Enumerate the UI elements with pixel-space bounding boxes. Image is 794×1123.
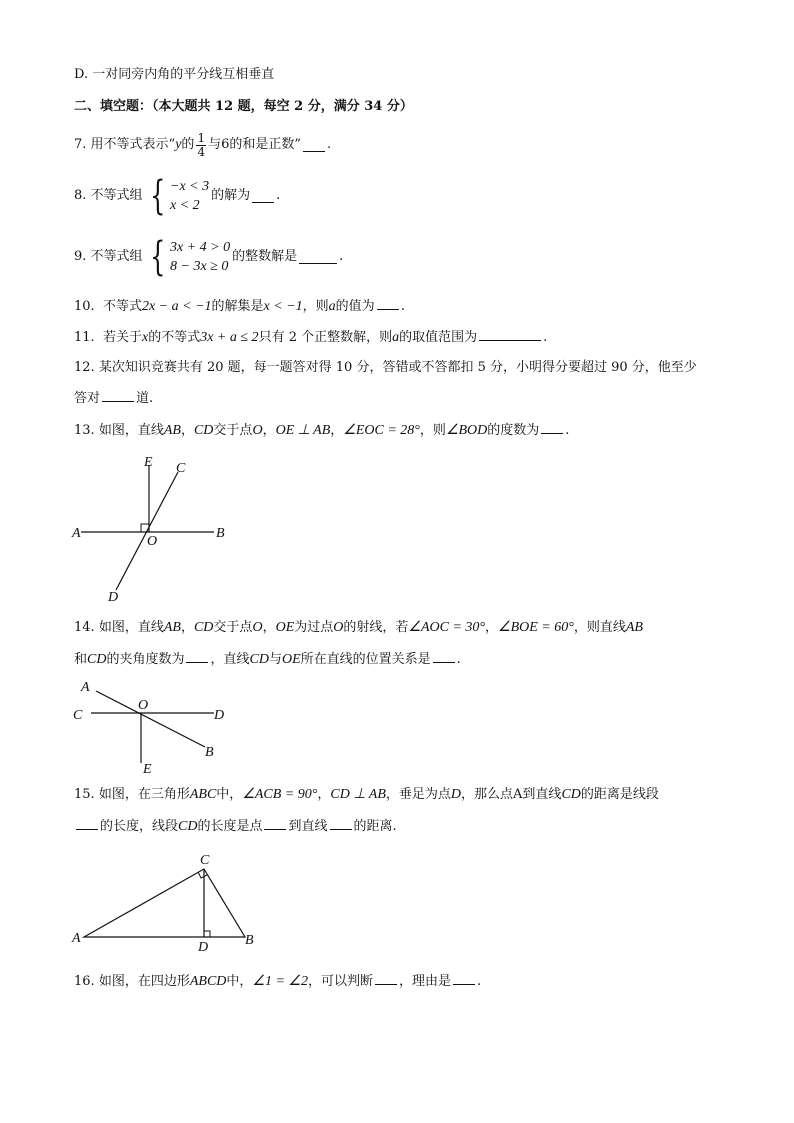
fig14-label-d: D [214, 708, 225, 723]
q15-text: 如图，在三角形 [98, 787, 190, 802]
q14-text-5: 和 [74, 652, 88, 667]
question-10 [74, 297, 405, 316]
q13-perp: OE ⊥ AB [275, 423, 331, 438]
q11-text-mid2: 只有 2 个正整数解，则 [258, 330, 393, 345]
q14-angle-boe: ∠BOE = 60° [498, 620, 574, 635]
q13-line-ab: AB [163, 423, 181, 438]
q8-period: . [276, 188, 281, 203]
q13-text-4: 的度数为 [487, 423, 540, 438]
q12-text: 某次知识竞赛共有 20 题，每一题答对得 10 分，答错或不答都扣 5 分，小明得分要超过 90 分，他至少 [98, 360, 697, 375]
q7-text-mid: 的 [181, 137, 195, 152]
q13-point-o: O [252, 423, 263, 438]
question-12-line-2 [74, 389, 153, 408]
fig14-label-c: C [73, 708, 83, 723]
q10-variable: a [328, 299, 336, 314]
q9-text-post: 的整数解是 [232, 249, 298, 264]
q11-expression: 3x + a ≤ 2 [200, 330, 259, 345]
q9-row-1: 3x + 4 > 0 [170, 240, 231, 255]
option-d: D. 一对同旁内角的平分线互相垂直 [74, 67, 275, 82]
q7-fraction: $\frac{1}{4}$ [197, 130, 206, 159]
q8-system: { −x < 3 x < 2 [149, 173, 210, 219]
q16-period: . [477, 974, 482, 989]
fig15-right-angle-c [198, 872, 207, 878]
q7-answer-blank[interactable] [303, 139, 325, 152]
q11-variable: x [141, 330, 149, 345]
fig14-label-e: E [143, 762, 152, 775]
q12-number: 12. [74, 360, 95, 375]
q14-line-ab: AB [163, 620, 181, 635]
q14-answer-blank-1[interactable] [186, 650, 208, 663]
fig13-right-angle [141, 524, 149, 532]
figure-15 [64, 845, 274, 955]
q11-variable-2: a [392, 330, 400, 345]
q15-answer-blank-1[interactable] [76, 817, 98, 830]
q7-period: . [327, 137, 332, 152]
q14-text-7: ，直线 [210, 652, 250, 667]
q9-number: 9. [74, 249, 87, 264]
q7-number: 7. [74, 137, 87, 152]
q10-solution: x < −1 [263, 299, 303, 314]
q13-sep-2: ， [262, 423, 276, 438]
q13-angle: ∠EOC = 28° [343, 423, 420, 438]
q13-text-3: ，则 [419, 423, 446, 438]
q8-text: 不等式组 [90, 188, 143, 203]
q14-line-cd-3: CD [249, 652, 269, 667]
q10-answer-blank[interactable] [377, 297, 399, 310]
q15-line-cd: CD [561, 787, 581, 802]
q14-answer-blank-2[interactable] [433, 650, 455, 663]
q9-period: . [339, 249, 344, 264]
q16-answer-blank-1[interactable] [375, 972, 397, 985]
fig15-triangle-abc [84, 869, 245, 937]
q16-text-2: ，可以判断 [307, 974, 373, 989]
q12-text-2: 答对 [74, 391, 101, 406]
q9-text: 不等式组 [90, 249, 143, 264]
q14-sep-2: ， [262, 620, 276, 635]
q14-text-3: 的射线，若 [343, 620, 409, 635]
fig13-label-b: B [216, 526, 225, 541]
q16-text-3: ，理由是 [399, 974, 452, 989]
q15-text-3: ，那么点 [461, 787, 514, 802]
q14-line-cd-2: CD [87, 652, 107, 667]
q7-text: 用不等式表示“ [90, 137, 176, 152]
q14-line-ab-2: AB [625, 620, 643, 635]
q14-text-2: 为过点 [294, 620, 334, 635]
q8-answer-blank[interactable] [252, 190, 274, 203]
q14-point-o: O [252, 620, 263, 635]
q15-text-5: 的距离是线段 [580, 787, 659, 802]
fig13-label-c: C [176, 461, 186, 476]
q15-sep: ， [317, 787, 331, 802]
q11-number: 11. [74, 330, 95, 345]
q13-period: . [565, 423, 570, 438]
q15-triangle: ABC [189, 787, 217, 802]
question-11 [74, 328, 547, 347]
fig15-label-b: B [245, 933, 254, 948]
q14-ray-oe: OE [275, 620, 295, 635]
q11-text: 若关于 [102, 330, 142, 345]
fig13-line-cd [116, 472, 178, 590]
q12-text-3: 道. [136, 391, 154, 406]
fig15-label-c: C [200, 853, 210, 868]
question-15 [74, 786, 659, 804]
question-16 [74, 972, 481, 991]
q15-text-2: ，垂足为点 [385, 787, 451, 802]
fig14-label-b: B [205, 745, 214, 760]
q16-answer-blank-2[interactable] [453, 972, 475, 985]
q12-answer-blank[interactable] [102, 389, 134, 402]
q13-answer-blank[interactable] [541, 421, 563, 434]
q14-ray-oe-2: OE [281, 652, 301, 667]
q13-number: 13. [74, 423, 95, 438]
question-9 [74, 235, 343, 279]
q8-number: 8. [74, 188, 87, 203]
q16-angle: ∠1 = ∠2 [252, 974, 308, 989]
q10-text-mid2: ，则 [302, 299, 329, 314]
q15-line-cd-2: CD [178, 819, 198, 834]
q9-row-2: 8 − 3x ≥ 0 [170, 259, 229, 274]
q7-variable: y [175, 137, 182, 152]
q11-text-post: 的取值范围为 [399, 330, 478, 345]
q10-number: 10. [74, 299, 95, 314]
question-12 [74, 359, 697, 377]
q14-sep: ， [180, 620, 194, 635]
q15-number: 15. [74, 787, 95, 802]
q14-sep-3: ， [485, 620, 499, 635]
fig13-label-o: O [147, 534, 158, 549]
q8-row-1: −x < 3 [170, 179, 210, 194]
q14-text-9: 所在直线的位置关系是 [300, 652, 431, 667]
q14-line-cd: CD [193, 620, 214, 635]
q15-text-7: 的长度是点 [197, 819, 263, 834]
q15-answer-blank-2[interactable] [264, 817, 286, 830]
q14-text-1: 交于点 [213, 620, 253, 635]
fig13-label-a: A [72, 526, 81, 541]
q14-period: . [456, 652, 461, 667]
q13-line-cd: CD [193, 423, 214, 438]
q8-row-2: x < 2 [170, 198, 200, 213]
q10-text-mid: 的解集是 [211, 299, 264, 314]
fig13-label-d: D [108, 590, 119, 605]
q11-text-mid: 的不等式 [148, 330, 201, 345]
fig14-line-ab [96, 691, 205, 747]
q14-point-o-2: O [333, 620, 344, 635]
q10-text: 不等式 [102, 299, 142, 314]
q13-text: 如图，直线 [98, 423, 164, 438]
question-14 [74, 619, 643, 637]
q11-period: . [543, 330, 548, 345]
q11-answer-blank[interactable] [479, 328, 541, 341]
q9-answer-blank[interactable] [299, 251, 337, 264]
q14-angle-aoc: ∠AOC = 30° [408, 620, 486, 635]
q16-quadrilateral: ABCD [189, 974, 227, 989]
q10-period: . [400, 299, 405, 314]
q9-system: { 3x + 4 > 0 8 − 3x ≥ 0 [149, 234, 231, 280]
q15-angle: ∠ACB = 90° [242, 787, 318, 802]
q15-point-d: D [450, 787, 462, 802]
q15-text-8: 到直线 [288, 819, 328, 834]
question-15-line-2 [74, 817, 397, 836]
fig15-label-a: A [72, 931, 81, 946]
section-title: 二、填空题：（本大题共 12 题，每空 2 分，满分 34 分） [74, 99, 413, 114]
question-7 [74, 130, 331, 160]
fig14-label-o: O [138, 698, 149, 713]
q15-text-9: 的距离. [353, 819, 397, 834]
q15-text-6: 的长度，线段 [100, 819, 179, 834]
q16-number: 16. [74, 974, 95, 989]
q15-text-1: 中， [216, 787, 243, 802]
q13-sep: ， [180, 423, 194, 438]
q15-point-a: A [513, 787, 523, 802]
q8-text-post: 的解为 [211, 188, 251, 203]
question-8 [74, 174, 280, 218]
fig15-label-d: D [198, 940, 209, 955]
question-13 [74, 421, 569, 440]
q14-text: 如图，直线 [98, 620, 164, 635]
q15-perp: CD ⊥ AB [330, 787, 386, 802]
q13-angle-2: ∠BOD [445, 423, 488, 438]
fig15-right-angle-d [204, 931, 210, 937]
q10-text-post: 的值为 [335, 299, 375, 314]
question-14-line-2 [74, 650, 461, 669]
q14-text-4: ，则直线 [573, 620, 626, 635]
q14-text-8: 与 [268, 652, 282, 667]
q16-text-1: 中， [226, 974, 253, 989]
q15-answer-blank-3[interactable] [330, 817, 352, 830]
q15-text-4: 到直线 [522, 787, 562, 802]
q14-number: 14. [74, 620, 95, 635]
figure-13 [64, 450, 244, 605]
fig14-label-a: A [81, 680, 90, 695]
q16-text: 如图，在四边形 [98, 974, 190, 989]
fig13-label-e: E [144, 455, 153, 470]
q10-expression: 2x − a < −1 [141, 299, 212, 314]
q14-text-6: 的夹角度数为 [106, 652, 185, 667]
q13-sep-3: ， [330, 423, 344, 438]
q13-text-2: 交于点 [213, 423, 253, 438]
q7-text-post: 与6的和是正数” [208, 137, 301, 152]
figure-14 [64, 675, 244, 775]
